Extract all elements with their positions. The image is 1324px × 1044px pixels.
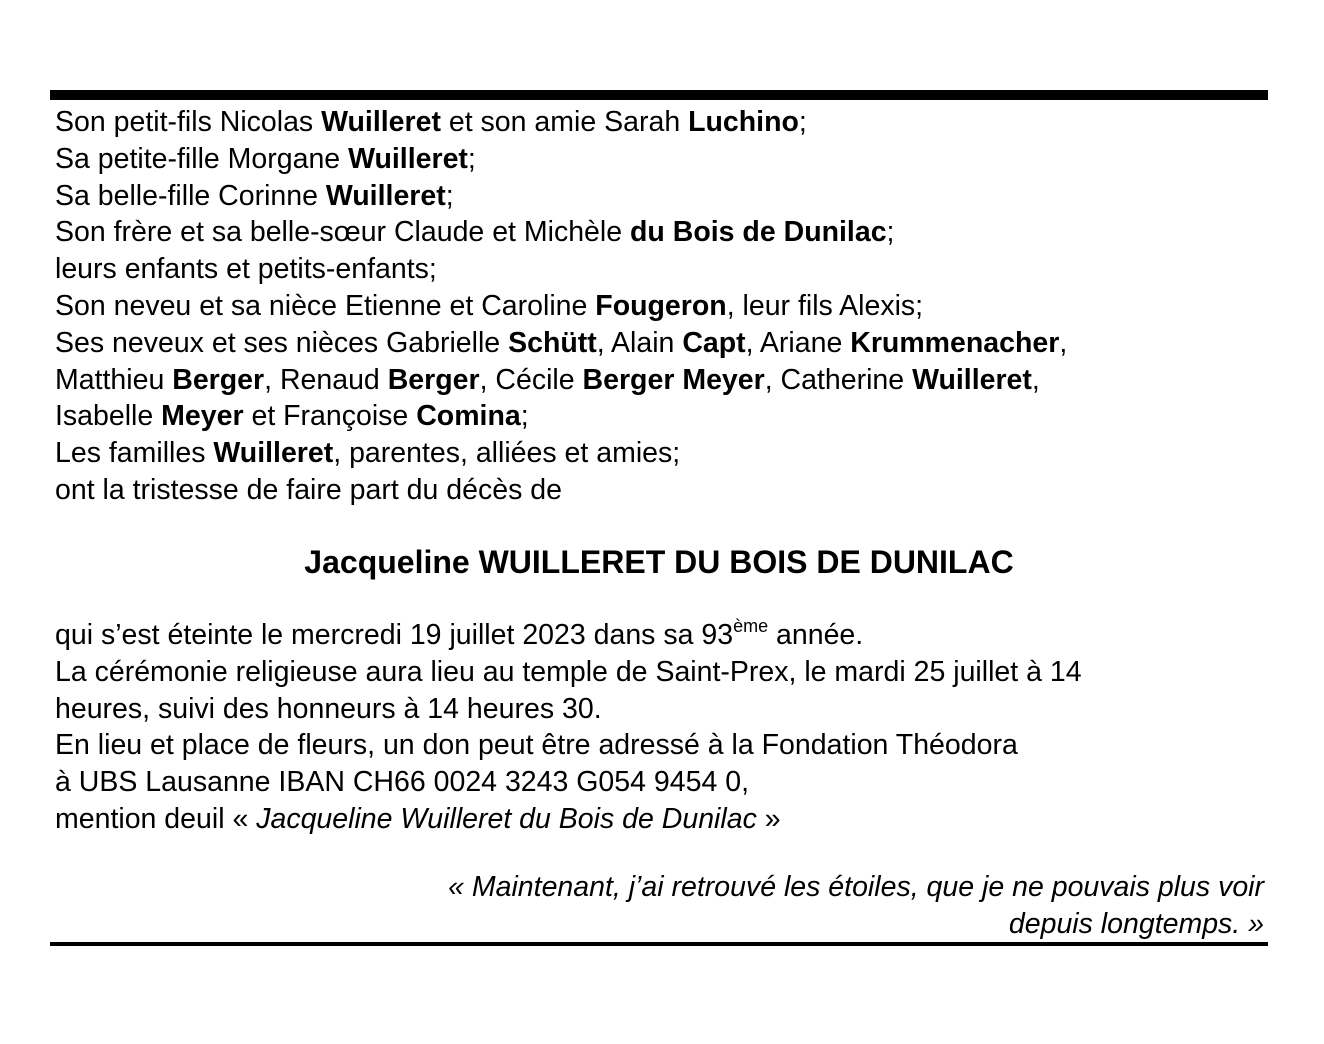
family-name: Berger Meyer [582, 363, 765, 396]
text-segment: , Catherine [764, 363, 913, 396]
text-line [55, 178, 1270, 215]
text-line [55, 141, 1270, 178]
text-segment: , Alain [596, 326, 683, 359]
text-segment: et Françoise [243, 400, 417, 433]
text-line [55, 435, 1270, 472]
text-segment: mention deuil « [55, 802, 257, 835]
family-name: Comina [416, 400, 521, 433]
bottom-rule [50, 942, 1268, 946]
family-name: Wuilleret [348, 142, 468, 175]
family-name: Wuilleret [325, 179, 446, 212]
text-line [55, 288, 1270, 325]
family-name: Wuilleret [321, 106, 441, 138]
text-segment: Son neveu et sa nièce Etienne et Caroline [55, 289, 596, 322]
text-line [55, 214, 1270, 251]
text-line [55, 654, 1270, 691]
family-list [55, 104, 1270, 509]
text-segment: à UBS Lausanne IBAN CH66 0024 3243 G054 9454 0, [55, 766, 749, 799]
family-name: Berger [172, 363, 265, 396]
family-name: Luchino [688, 106, 799, 138]
family-name: Wuilleret [213, 437, 334, 470]
text-segment: Sa belle-fille Corinne [55, 179, 326, 212]
quote-line: depuis longtemps. » [1008, 907, 1264, 940]
text-segment: Sa petite-fille Morgane [55, 142, 349, 175]
deceased-name: Jacqueline WUILLERET DU BOIS DE DUNILAC [304, 544, 1014, 580]
text-segment: » [756, 802, 781, 835]
ceremony-details [55, 617, 1270, 838]
italic-mention: Jacqueline Wuilleret du Bois de Dunilac [256, 802, 757, 835]
family-name: Fougeron [595, 289, 727, 322]
family-name: Berger [387, 363, 480, 396]
text-segment: , [1059, 326, 1068, 359]
ordinal-suffix: ème [733, 615, 769, 636]
quote-line: « Maintenant, j’ai retrouvé les étoiles, que je ne pouvais plus voir [448, 871, 1264, 903]
text-segment: leurs enfants et petits-enfants; [55, 253, 437, 286]
text-segment: Isabelle [55, 400, 162, 433]
text-segment: année. [768, 619, 864, 651]
text-line [55, 251, 1270, 288]
text-line [55, 325, 1270, 362]
family-name: Wuilleret [912, 363, 1032, 396]
family-name: Schütt [508, 326, 597, 359]
text-segment: ; [445, 179, 454, 212]
text-segment: ; [886, 216, 895, 249]
text-segment: ; [520, 400, 529, 433]
text-line [55, 104, 1270, 141]
text-segment: Ses neveux et ses nièces Gabrielle [55, 326, 509, 359]
text-segment: Les familles [55, 437, 214, 470]
text-segment: ; [798, 106, 807, 138]
closing-quote [50, 869, 1264, 943]
text-segment: , parentes, alliées et amies; [333, 437, 681, 470]
text-segment: Matthieu [55, 363, 173, 396]
text-segment: qui s’est éteinte le mercredi 19 juillet 2023 dans sa 93 [55, 619, 734, 651]
text-segment: Son petit-fils Nicolas [55, 106, 322, 138]
family-name: Meyer [161, 400, 244, 433]
text-line [55, 691, 1270, 728]
family-name: du Bois de Dunilac [630, 216, 887, 249]
text-segment: ont la tristesse de faire part du décès de [55, 473, 562, 506]
text-segment: , leur fils Alexis; [726, 289, 924, 322]
text-segment: La cérémonie religieuse aura lieu au temple de Saint-Prex, le mardi 25 juillet à 14 [55, 655, 1082, 688]
top-rule [50, 90, 1268, 100]
text-line [55, 801, 1270, 838]
text-segment: et son amie Sarah [440, 106, 689, 138]
family-name: Krummenacher [850, 326, 1060, 359]
text-line [55, 764, 1270, 801]
text-segment: , Renaud [264, 363, 388, 396]
text-segment: En lieu et place de fleurs, un don peut être adressé à la Fondation Théodora [55, 729, 1018, 762]
text-line [55, 398, 1270, 435]
text-line [55, 727, 1270, 764]
text-segment: , Ariane [745, 326, 851, 359]
text-segment: , Cécile [479, 363, 583, 396]
family-name: Capt [682, 326, 746, 359]
text-segment: ; [467, 142, 476, 175]
text-line [55, 362, 1270, 399]
text-segment: , [1031, 363, 1040, 396]
text-segment: heures, suivi des honneurs à 14 heures 30. [55, 692, 602, 725]
text-line [55, 617, 1270, 654]
text-line [55, 472, 1270, 509]
text-segment: Son frère et sa belle-sœur Claude et Michèle [55, 216, 631, 249]
